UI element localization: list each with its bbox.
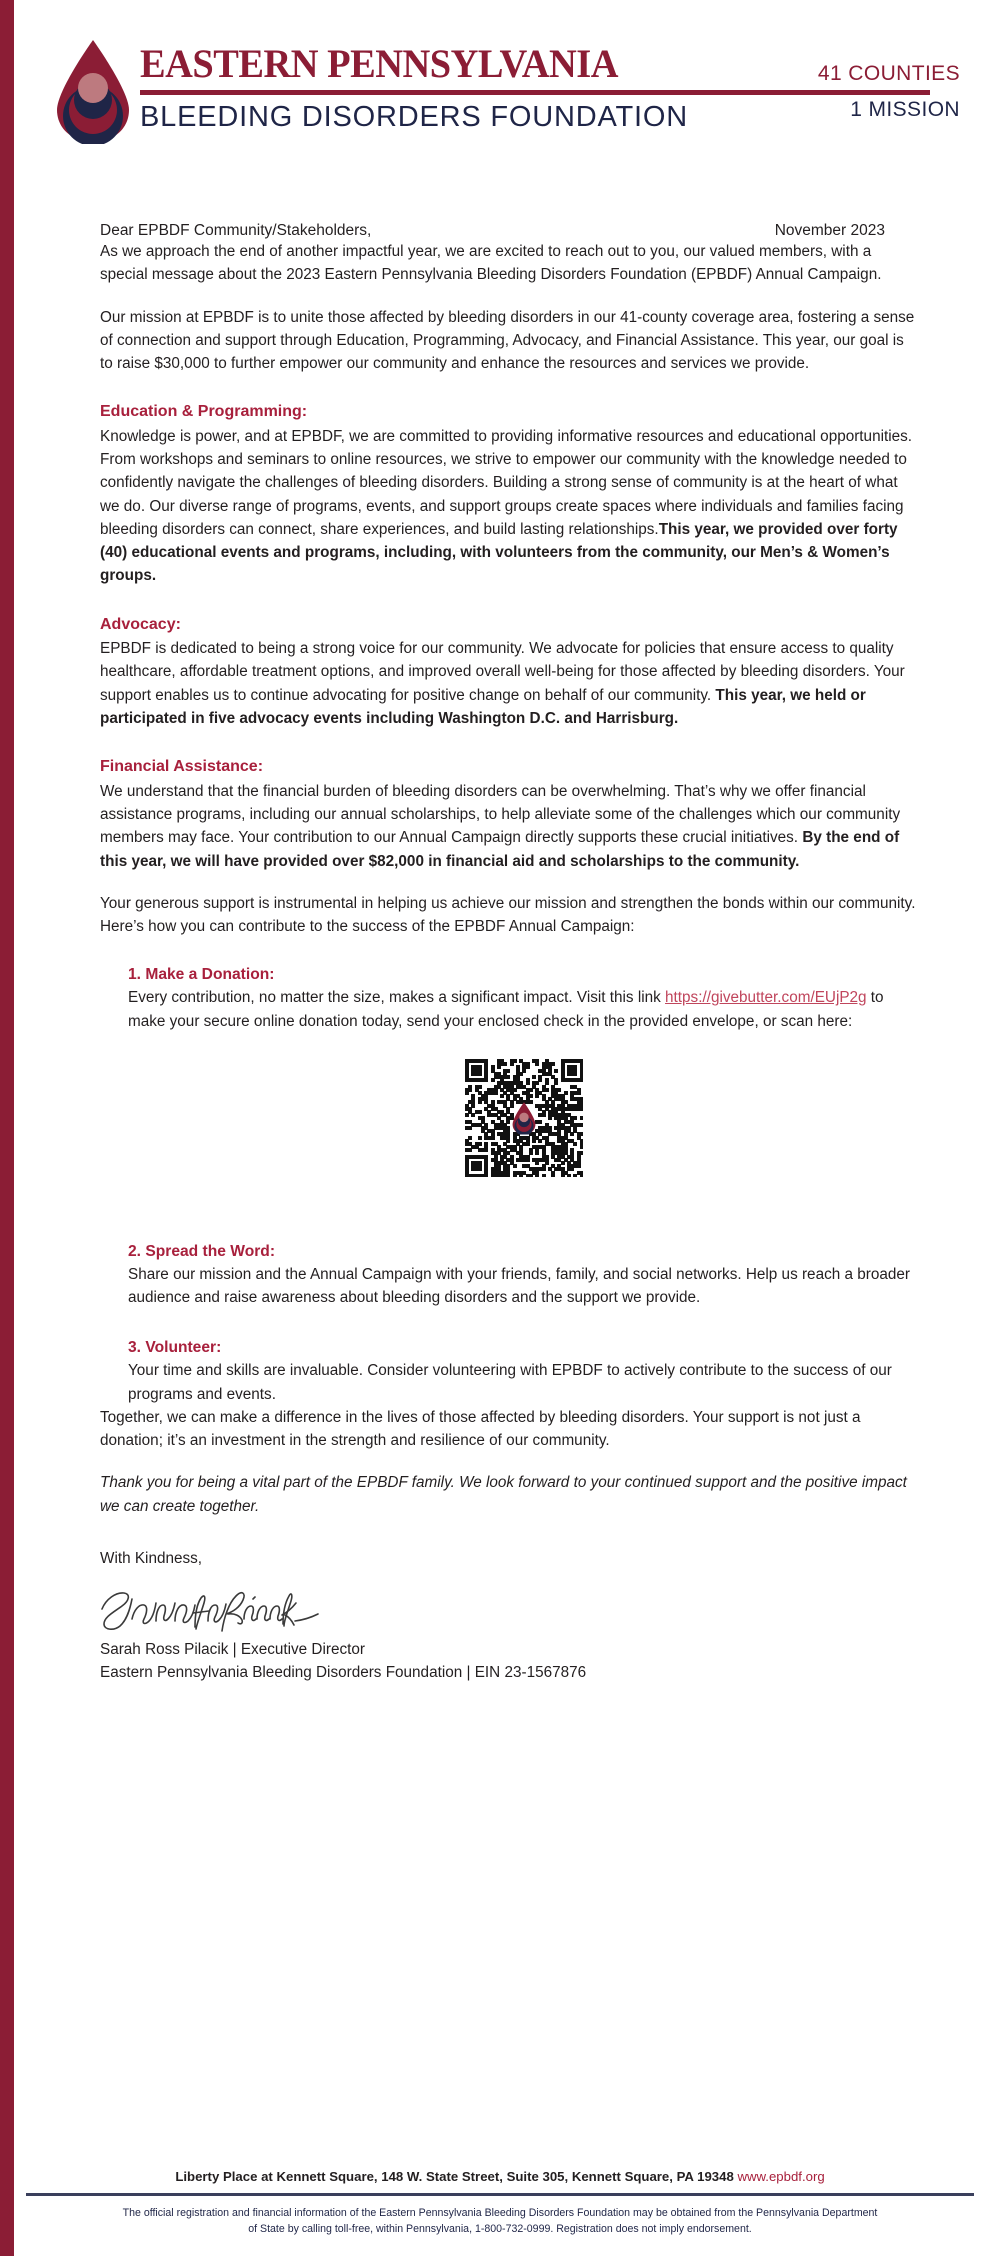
step-1-text-before-link: Every contribution, no matter the size, makes a significant impact. Visit this link (128, 989, 666, 1007)
salutation: Dear EPBDF Community/Stakeholders, (100, 222, 372, 239)
footer-address-text: Liberty Place at Kennett Square, 148 W. State Street, Suite 305, Kennett Square, PA 19348 (175, 2169, 738, 2185)
letter-body (100, 222, 920, 1685)
step-3-heading: 3. Volunteer: (128, 1339, 222, 1357)
section-body-advocacy (100, 637, 920, 730)
support-paragraph: Your generous support is instrumental in helping us achieve our mission and strengthen the bonds within our community. Here’s how you can contribute to the success of the EPBDF Annual Campaign: (100, 894, 916, 936)
salutation-row (100, 222, 920, 240)
tagline-mission: 1 MISSION (850, 98, 960, 122)
thankyou-italic-text: Thank you for being a vital part of the EPBDF family. We look forward to your continued support and the positive impact we can create together. (100, 1474, 907, 1515)
footer-disclaimer: The official registration and financial information of the Eastern Pennsylvania Bleeding Disorders Foundation may be obtained from the Pennsylvania Department of State by calling toll-free, within Pennsylvania, 1-800-732-0999. Registration does not imply endorsement. (122, 2207, 878, 2236)
brand-name-line2: BLEEDING DISORDERS FOUNDATION (140, 101, 688, 133)
left-accent-band-inner (14, 0, 18, 2256)
section-body-education (100, 425, 920, 588)
step-3-body: Your time and skills are invaluable. Consider volunteering with EPBDF to actively contribute to the success of our programs and events. (128, 1362, 892, 1403)
section-body-advocacy-text: EPBDF is dedicated to being a strong voice for our community. We advocate for policies that ensure access to quality healthcare, affordable treatment options, and improved overall well-being for those affected by bleeding disorders. Your support enables us to continue advocating for positive change on behalf of our community. (100, 640, 905, 704)
section-highlight-education: This year, we provided over forty (40) educational events and programs, including, with volunteers from the community, our Men’s & Women’s groups. (100, 520, 898, 585)
qr-center-blood-drop-icon (511, 1101, 537, 1134)
thankyou-paragraph (100, 1471, 920, 1518)
section-body-financial-assistance (100, 780, 920, 873)
page-footer (0, 2169, 1000, 2256)
step-1-heading: 1. Make a Donation: (128, 966, 275, 984)
brand-name (140, 41, 780, 133)
step-1-body (128, 986, 920, 1033)
section-heading-financial-assistance: Financial Assistance: (100, 758, 264, 776)
mission-paragraph: Our mission at EPBDF is to unite those affected by bleeding disorders in our 41-county coverage area, fostering a sense of connection and support through Education, Programming, Advocacy, and Financial Assistance. This year, our goal is to raise $30,000 to further empower our community and enhance the resources and services we provide. (100, 308, 915, 372)
blood-drop-icon (52, 38, 134, 144)
qr-code-wrap (128, 1059, 920, 1177)
step-2-heading: 2. Spread the Word: (128, 1242, 276, 1260)
section-body-education-text: Knowledge is power, and at EPBDF, we are committed to providing informative resources and educational opportunities. From workshops and seminars to online resources, we strive to empower our community with the knowledge needed to confidently navigate the challenges of bleeding disorders. Building a strong sense of community is at the heart of what we do. Our diverse range of programs, events, and support groups create spaces where individuals and families facing bleeding disorders can connect, share experiences, and build lasting relationships. (100, 427, 913, 538)
footer-website-link[interactable]: www.epbdf.org (737, 2169, 825, 2185)
step-make-a-donation (128, 966, 920, 1177)
footer-address (0, 2169, 1000, 2193)
section-heading-education: Education & Programming: (100, 403, 308, 421)
step-1-text-after-link: to make your secure online donation today, send your enclosed check in the provided envelope, or scan here: (128, 989, 884, 1030)
signer-name-title: Sarah Ross Pilacik | Executive Director (100, 1640, 365, 1658)
signature-image (96, 1579, 326, 1635)
closing-salutation: With Kindness, (100, 1549, 203, 1567)
step-2-body: Share our mission and the Annual Campaign with your friends, family, and social networks. Help us reach a broader audience and raise awareness about bleeding disorders and the support we provide. (128, 1265, 910, 1307)
section-heading-advocacy: Advocacy: (100, 615, 181, 633)
section-highlight-advocacy: This year, we held or participated in five advocacy events including Washington D.C. and Harrisburg. (100, 686, 866, 727)
letter-date: November 2023 (774, 222, 885, 239)
letterhead (0, 0, 1000, 185)
signer-organization-ein: Eastern Pennsylvania Bleeding Disorders Foundation | EIN 23-1567876 (100, 1663, 587, 1681)
left-accent-band (0, 0, 14, 2256)
donation-link[interactable]: https://givebutter.com/EUjP2g (665, 989, 867, 1007)
intro-paragraph: As we approach the end of another impactful year, we are excited to reach out to you, our valued members, with a special message about the 2023 Eastern Pennsylvania Bleeding Disorders Foundation (EPBDF) Annual Campaign. (100, 243, 882, 284)
qr-code[interactable] (465, 1059, 583, 1177)
together-paragraph: Together, we can make a difference in the lives of those affected by bleeding disorders. Your support is not just a donation; it’s an investment in the strength and resilience of our community. (100, 1408, 861, 1450)
tagline-counties: 41 COUNTIES (817, 62, 960, 85)
tagline (700, 62, 960, 122)
step-volunteer (128, 1339, 920, 1406)
signature-block (100, 1548, 920, 1685)
section-body-financial-text: We understand that the financial burden of bleeding disorders can be overwhelming. That’s why we offer financial assistance programs, including our annual scholarships, to help alleviate some of the challenges which our community members may face. Your contribution to our Annual Campaign directly supports these crucial initiatives. (100, 782, 901, 847)
brand-name-line1: EASTERN PENNSYLVANIA (140, 41, 619, 86)
section-highlight-financial: By the end of this year, we will have provided over $82,000 in financial aid and scholarships to the community. (100, 829, 900, 870)
step-spread-the-word (128, 1243, 920, 1310)
